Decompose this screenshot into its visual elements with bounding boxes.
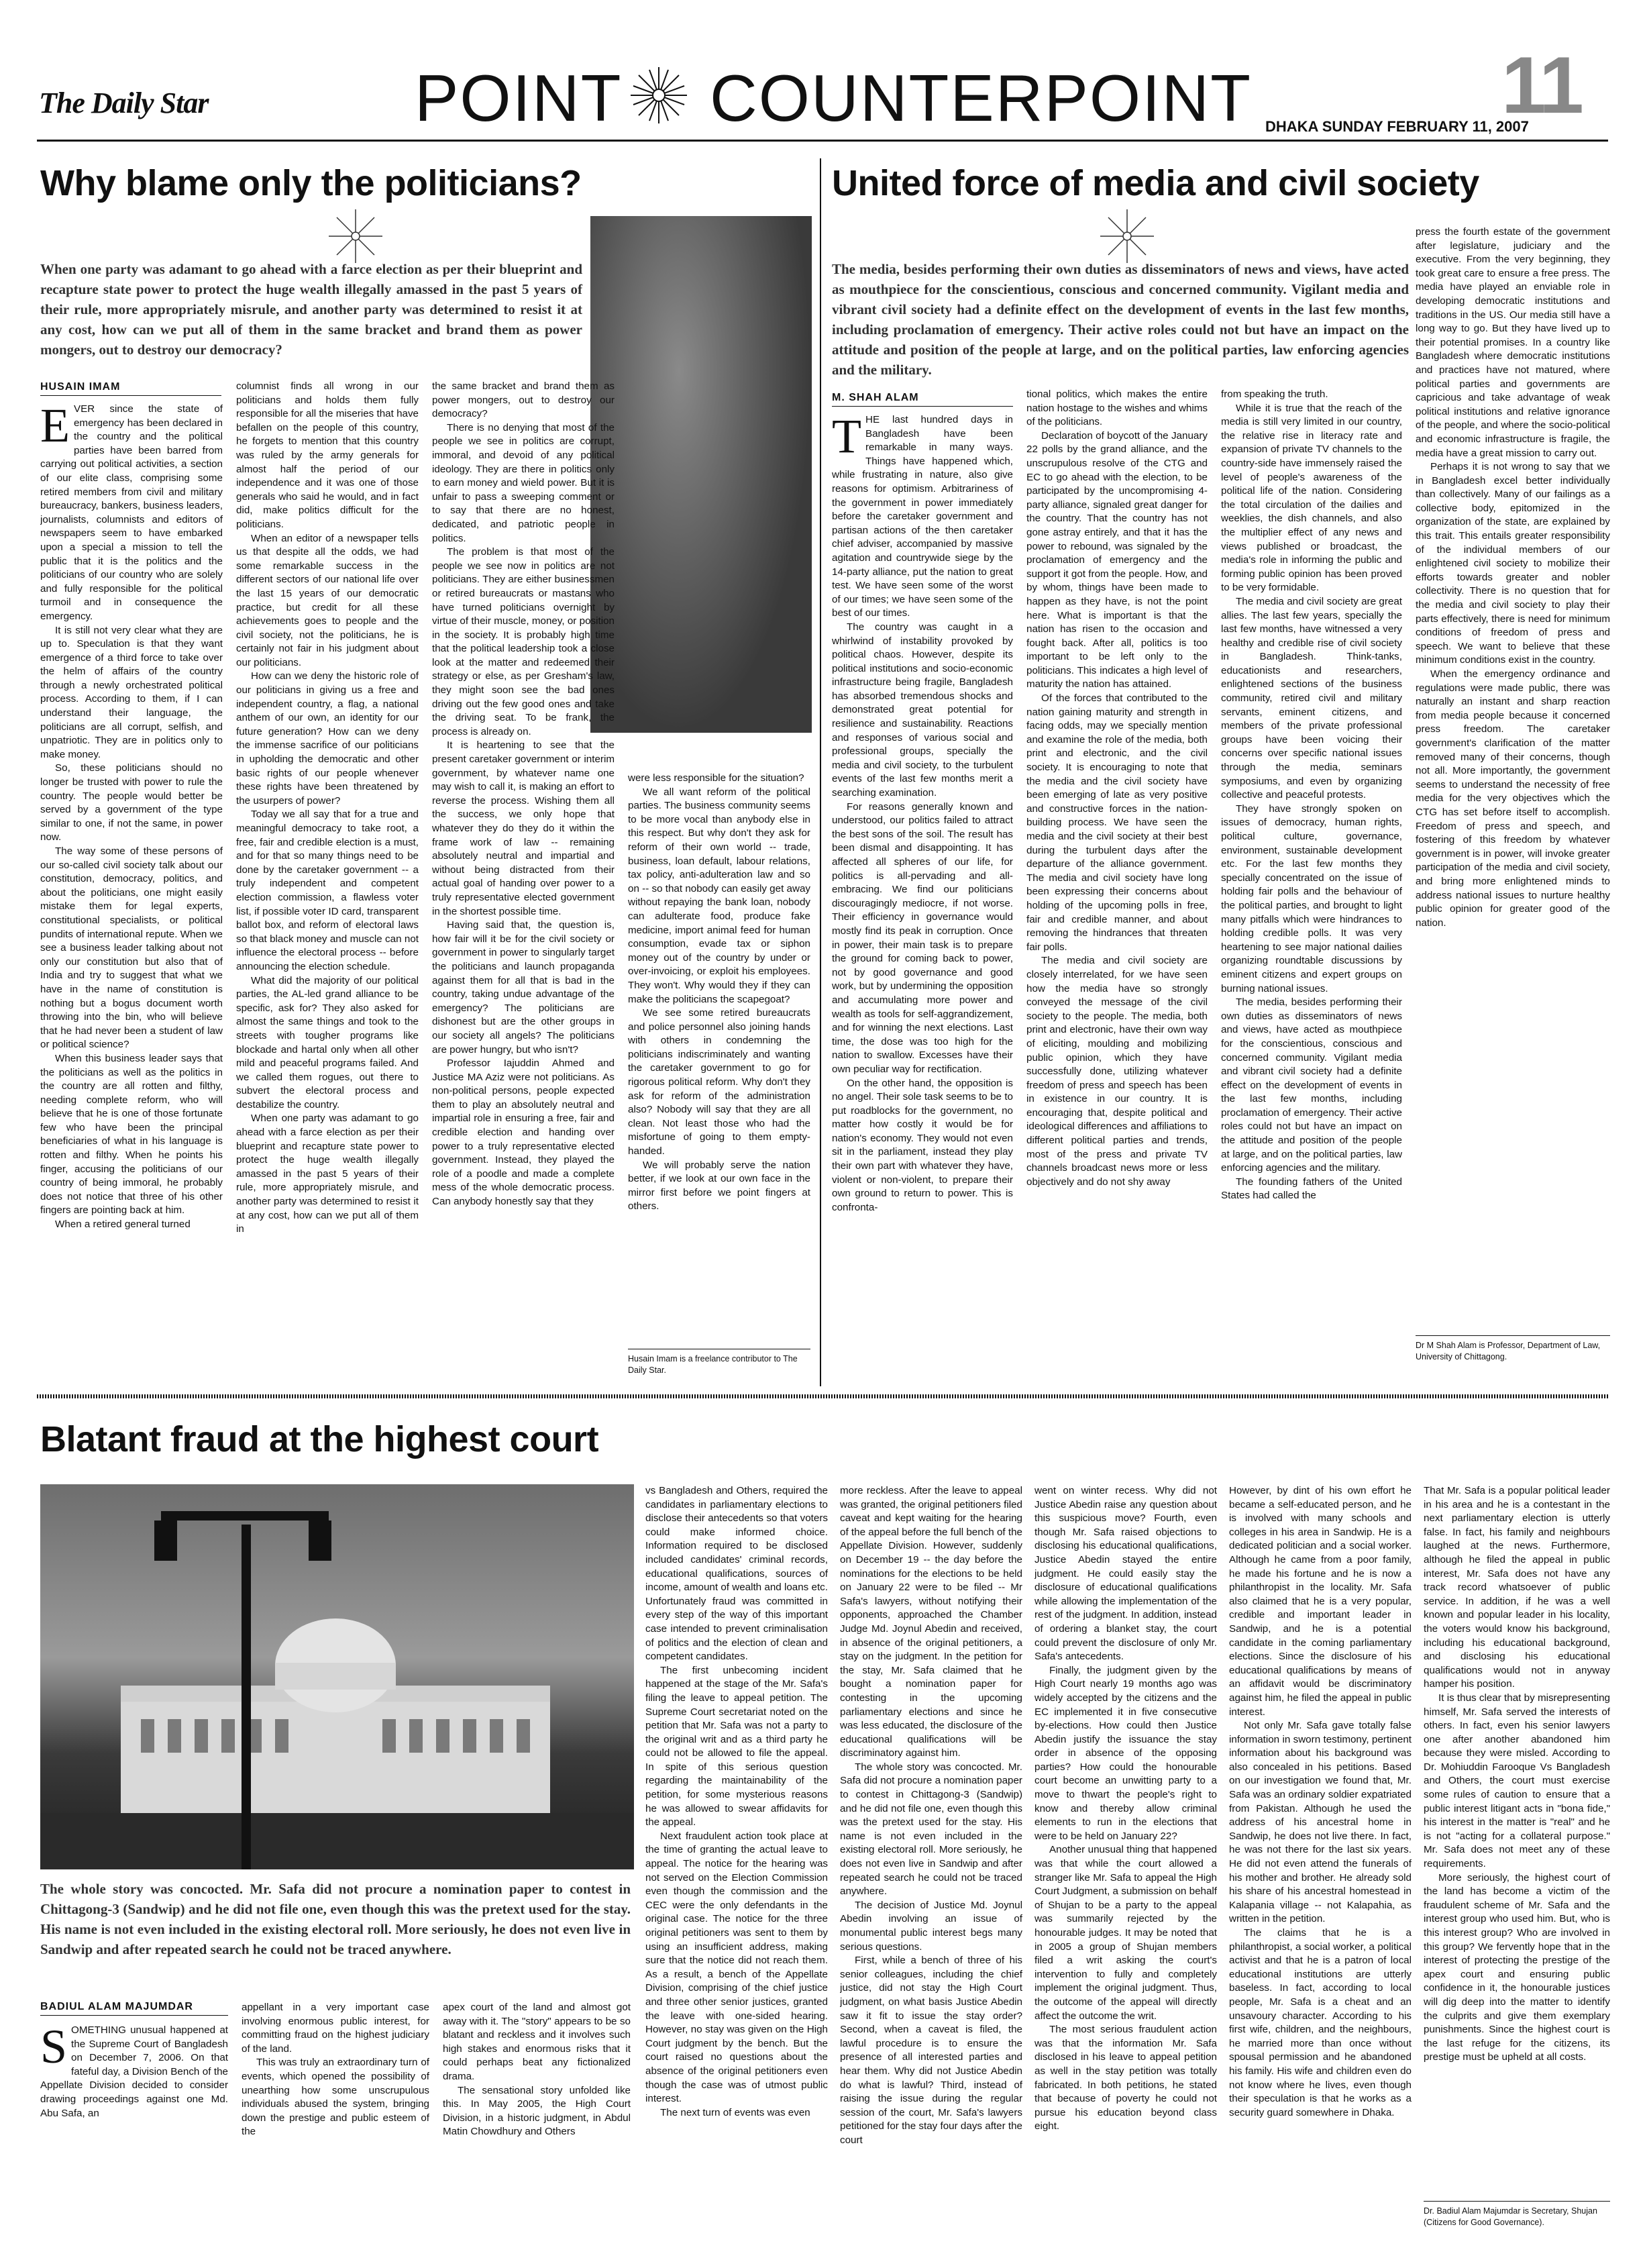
crowd-photo [590,216,812,733]
article2-column-4: press the fourth estate of the government after legislature, judiciary and the executive. From the very beginning, they took great care to ensure a free press. The media have played an enviable role in developing democratic institutions and traditions in the US. Our media still have a long way to go. But they have lived up to their potential promises. In a country like Bangladesh where democratic institutions and practices have not matured, where political parties and governments are capricious and take advantage of weak political institutions and relative ignorance of the people, and where the socio-political and economic infrastructure is fragile, the media have a great mission to carry out. Perhaps it is not wrong to say that we in Bangladesh excel better individually than collectively. Many of our failings as a collective body, epitomized in the organization of the state, are explained by this trait. This entails greater responsibility of the individual members of our enlightened civil society to mobilize their efforts towards greater and nobler collectivity. There is no question that for the media and civil society to play their parts effectively, there is need for minimum conditions of freedom of press and speech. We want to believe that these minimum conditions exist in the country. When the emergency ordinance and regulations were made public, there was naturally an instant and sharp reaction from media people because it concerned press freedom. The caretaker government's clarification of the matter removed many of their concerns, though not all. More importantly, the government seems to understand the necessity of free media for the very objectives which the CTG has set before itself to accomplish. Freedom of press and speech, and fostering of this freedom by whatever government is in power, will invoke greater participation of the media and civil society, and bring more enlightened minds to address national issues to nurture healthy public opinion for greater good of the nation. [1416,226,1610,929]
article3-headline: Blatant fraud at the highest court [40,1419,599,1459]
article3-column-1: vs Bangladesh and Others, required the candidates in parliamentary elections to disclose their antecedents so that voters could make informed choice. Information required to be disclosed included candidates' criminal records, educational qualifications, sources of income, amount of wealth and loans etc. Unfortunately fraud was committed in every step of the way of this important case intended to prevent criminalisation of politics and the election of clean and competent candidates. The first unbecoming incident happened at the stage of the Mr. Safa's filing the leave to appeal petition. The Supreme Court secretariat noted on the petition that Mr. Safa was not a party to the original writ and as a third party he could not be allowed to file the appeal. In spite of this serious question regarding the maintainability of the petition, for some mysterious reasons he was allowed to swear affidavits for the appeal. Next fraudulent action took place at the time of granting the actual leave to appeal. The notice for the hearing was not served on the Election Commission even though the commission and the CEC were the only defendants in the original case. The notice for the three original petitioners was sent to them by using an insufficient address, making sure that the notice did not reach them. As a result, a bench of the Appellate Division, comprising of the chief justice and three other senior justices, granted the leave with one-sided hearing. However, no stay was given on the High Court judgment by the bench. But the court raised no questions about the absence of the original petitioners even though the case was of utmost public interest. The next turn of events was even [645,1485,828,2118]
article1-column-2: columnist finds all wrong in our politicians and holds them fully responsible for all the miseries that have befallen on the people of this country, he forgets to mention that this country was ruled by the army generals for almost half the period of our independence and it was one of those generals who said he would, and in fact did, make politics difficult for the politicians. When an editor of a newspaper tells us that despite all the odds, we had some remarkable success in the different sectors of our national life over the last 15 years of our democratic practice, but credit for all these achievements goes to people and the civil society, not the politicians, he is certainly not fair in his judgment about our politicians. How can we deny the historic role of our politicians in giving us a free and independent country, a flag, a national anthem of our own, an identity for our future generation? How can we deny the immense sacrifice of our politicians in upholding the democratic and other basic rights of our people whenever these rights have been threatened by the usurpers of power? Today we all say that for a true and meaningful democracy to take root, a free, fair and credible election is a must, and for that so many things need to be done by the caretaker government -- a truly independent and competent election commission, a flawless voter list, if possible voter ID card, transparent ballot box, and reform of electoral laws so that black money and muscle can not influence the electoral process -- before announcing the election schedule. What did the majority of our political parties, the AL-led grand alliance to be specific, ask for? They also asked for almost the same things and took to the streets with tougher programs like blockade and hartal only when all other mild and peaceful programs failed. And we called them rogues, out there to subvert the electoral process and destabilize the country. When one party was adamant to go ahead with a farce election as per their blueprint and recapture state power to protect the huge wealth illegally amassed in the past 5 years of their rule, more appropriately misrule, and another party was determined to resist it at any cost, how can we put all of them in [236,380,419,1235]
article1-column-3: the same bracket and brand them as power mongers, out to destroy our democracy? There is no denying that most of the people we see in politics are corrupt, immoral, and devoid of any political ideology. They are there in politics only to earn money and wield power. But it is unfair to pass a sweeping comment or to say that there are no honest, dedicated, and patriotic people in politics. The problem is that most of the people we see now in politics are not politicians. They are either businessmen or retired bureaucrats or mastans who have turned politicians overnight by virtue of their muscle, money, or position in the society. It is probably high time that the political leadership took a close look at the matter and redeemed their strategy or else, as per Gresham's law, they might soon see the bad ones driving out the few good ones and take the driving seat. To be frank, the process is already on. It is heartening to see that the present caretaker government or interim government, by whatever name one may wish to call it, is making an effort to reverse the process. Wishing them all the success, we only hope that whatever they do they do it within the frame work of law -- remaining absolutely neutral and impartial and without being distracted from their actual goal of handing over power to a truly representative elected government in the shortest possible time. Having said that, the question is, how fair will it be for the civil society or government in power to singularly target the politicians and launch propaganda against them for all that is bad in the country, taking undue advantage of the emergency? The politicians are dishonest but are the other groups in our society all angels? The politicians are power hungry, but who isn't? Professor Iajuddin Ahmed and Justice MA Aziz were not politicians. As non-political persons, people expected them to play an absolutely neutral and impartial role in ensuring a free, fair and credible election and handing over power to a truly representative elected government. Instead, they played the role of a poodle and made a complete mess of the whole democratic process. Can anybody honestly say that they [432,380,615,1208]
starburst-icon [629,66,688,125]
masthead-rule [37,140,1608,142]
starburst-icon [1100,209,1154,263]
article3-column-4: However, by dint of his own effort he became a self-educated person, and he is involved with many schools and colleges in his area in Sandwip. He is a dedicated politician and a social worker. Although he came from a poor family, he made his fortune and he is now a philanthropist in the locality. Mr. Safa also claimed that he is a very popular, credible and important leader in Sandwip, and he is a potential candidate in the coming parliamentary elections. Since the disclosure of his educational qualifications by means of an affidavit would be discriminatory against him, he filed the appeal in public interest. Not only Mr. Safa gave totally false information in sworn testimony, pertinent information about his background was also concealed in his petitions. Based on our investigation we found that, Mr. Safa was an ordinary soldier expatriated from Pakistan. Although he used the address of his ancestral home in Sandwip, he does not live there. In fact, he was not there for the last six years. He did not even attend the funerals of his mother and brother. He already sold his share of his ancestral homestead in Kalapania village -- not Kalapahia, as written in the petition. The claims that he is a philanthropist, a social worker, a political activist and that he is a patron of local educational institutions are utterly baseless. In fact, according to local people, Mr. Safa is a cheat and an unsavoury character. According to his first wife, children, and the neighbours, he married more than once without spousal permission and he abandoned his family. His wife and children even do not know where he lives, even though their speculation is that he works as a security guard somewhere in Dhaka. [1229,1485,1412,2118]
dropcap: S [40,2024,68,2073]
article3-byline: BADIUL ALAM MAJUMDAR [40,2001,228,2016]
starburst-icon [329,209,382,263]
article3-bottom-column-1: SOMETHING unusual happened at the Supreme Court of Bangladesh on December 7, 2006. On that fateful day, a Division Bench of the Appellate Division decided to consider drawing proceedings against one Md. Abu Safa, an [40,2024,228,2119]
article1-column-1: EVER since the state of emergency has been declared in the country and the political parties have been barred from carrying out political activities, a section of our elite class, comprising some retired members from civil and military bureaucracy, bankers, business leaders, journalists, columnists and editors of newspapers seem to have embarked upon a special a mission to tell the public that it is the politics and the politicians of our country who are solely and fully responsible for the political turmoil and in consequence the emergency. It is still not very clear what they are up to. Speculation is that they want emergence of a third force to take over the helm of affairs of the country through a newly orchestrated political process. According to them, if I can understand their language, the politicians are all corrupt, selfish, and unpatriotic. They are in politics only to make money. So, these politicians should no longer be trusted with power to rule the country. The people would better be served by a government of the type similar to one, if not the same, in power now. The way some of these persons of our so-called civil society talk about our constitution, democracy, politics, and about the politicians, one might easily mistake them for legal experts, constitutional specialists, or political pundits of international repute. When we see a business leader talking about not only our constitution but also that of India and try to suggest that what we have in the name of constitution is nothing but a bogus document worth throwing into the bin, who will believe that he had never been a student of law or political science? When this business leader says that the politicians as well as the politics in the country are all rotten and filthy, needing complete reform, who will believe that he is one of those fortunate few who have been the principal beneficiaries of what in his language is rotten and filthy. When he points his finger, accusing the politicians of our country of being immoral, he probably does not notice that three of his other fingers are pointing back at him. When a retired general turned [40,403,223,1231]
article1-byline: HUSAIN IMAM [40,381,221,396]
article2-headline: United force of media and civil society [832,163,1479,203]
dropcap: E [40,403,70,452]
section-title-point: POINT [415,61,623,135]
article3-bottom-column-3: apex court of the land and almost got away with it. The "story" appears to be so blatant and reckless and it involves such high stakes and enormous risks that it could perhaps beat any fictionalized drama. The sensational story unfolded like this. In May 2005, the High Court Division, in a historic judgment, in Abdul Matin Chowdhury and Others [443,2002,631,2138]
paper-logo: The Daily Star [39,87,209,119]
article2-standfirst: The media, besides performing their own duties as disseminators of news and views, have acted as mouthpiece for the conscientious, conscious and concerned community. Vigilant media and vibrant civil society had a definite effect on the development of events in the last few months, including proclamation of emergency. Their active roles could not but have an impact on the attitude and position of the people at large, and on the political parties, law enforcing agencies and the military. [832,261,1409,378]
dateline: DHAKA SUNDAY FEBRUARY 11, 2007 [1265,118,1529,135]
article1-standfirst: When one party was adamant to go ahead with a farce election as per their blueprint and recapture state power to protect the huge wealth illegally amassed in the past 5 years of their rule, more appropriately misrule, and another party was determined to resist it at any cost, how can we put all of them in the same bracket and brand them as power mongers, out to destroy our democracy? [40,261,582,358]
article3-column-2: more reckless. After the leave to appeal was granted, the original petitioners filed caveat and kept waiting for the hearing of the appeal before the full bench of the Appellate Division. However, suddenly on December 19 -- the day before the nominations for the elections to be held on January 22 were to be filed -- Mr Safa's lawyers, without notifying their opponents, approached the Chamber Judge Md. Joynul Abedin and received, in absence of the original petitioners, a stay on the judgment. In the petition for the stay, Mr. Safa claimed that he bought a nomination paper for contesting in the upcoming parliamentary elections and since he was less educated, the disclosure of the educational qualifications will be discriminatory against him. The whole story was concocted. Mr. Safa did not procure a nomination paper to contest in Chittagong-3 (Sandwip) and he did not file one, even though this was the pretext used for the stay. His name is not even included in the existing electoral roll. More seriously, he does not even live in Sandwip and after repeated search he could not be traced anywhere. The decision of Justice Md. Joynul Abedin involving an issue of monumental public interest begs many serious questions. First, while a bench of three of his senior colleagues, including the chief justice, did not stay the High Court judgment, on what basis Justice Abedin saw it fit to issue the stay order? Second, when a caveat is filed, the lawful procedure is to ensure the presence of all interested parties and hear them. Why did not Justice Abedin do what is lawful? Third, instead of raising the issue during the regular session of the court, Mr. Safa's lawyers petitioned for the stay four days after the court [840,1485,1022,2146]
article2-column-1: THE last hundred days in Bangladesh have been remarkable in many ways. Things have happened which, while frustrating in nature, also give reasons for optimism. Arbitrariness of the government in power immediately before the caretaker government and partisan actions of the then caretaker chief adviser, accompanied by massive agitation and countrywide siege by the 14-party alliance, put the nation to great test. We have seen some of the worst of our times; we have seen some of the best of our times. The country was caught in a whirlwind of instability provoked by political chaos. However, despite its political institutions and socio-economic infrastructure being fragile, Bangladesh has absorbed tremendous shocks and demonstrated great potential for resilience and sustainability. Reactions and responses of various social and professional groups, specially the media and civil society, to the turbulent events of the last few months merit a searching examination. For reasons generally known and understood, our politics failed to attract the best sons of the soil. The result has been dismal and disappointing. It has affected all spheres of our life, for politics is all-pervading and all-embracing. We find our politicians discouragingly mediocre, if not worse. Their efficiency in governance would mostly find its peak in corruption. Once in power, their main task is to prepare the ground for coming back to power, not by good governance and good work, but by undermining the opposition and accumulating more power and wealth as tools for self-aggrandizement, and for winning the next elections. Last time, the dose was too high for the nation to swallow. Excesses have their own peculiar way for rectification. On the other hand, the opposition is no angel. Their sole task seems to be to put roadblocks for the government, no matter how costly it would be for nation's economy. They would not even sit in the parliament, instead they play their own part with whatever they have, violent or non-violent, to prepare their own ground to return to power. This is confronta- [832,413,1013,1213]
court-building-icon [40,1484,634,1869]
article3-column-5: That Mr. Safa is a popular political leader in his area and he is a contestant in the next parliamentary election is utterly false. In fact, his family and neighbours laughed at the news. Furthermore, although he filed the appeal in public interest, Mr. Safa does not have any track record whatsoever of public service. In addition, if he was a well known and popular leader in his locality, the voters would know his background, including his educational background, and disclosing his educational qualifications would not in anyway hamper his position. It is thus clear that by misrepresenting himself, Mr. Safa served the interests of others. In fact, even his senior lawyers one after another abandoned him because they were misled. According to Dr. Mohiuddin Farooque Vs Bangladesh and Others, the court must exercise some rules of caution to ensure that a public interest litigant acts in "bona fide," his interest in the matter is "real" and he is not "acting for a collateral purpose." Mr. Safa does not meet any of these requirements. More seriously, the highest court of the land has become a victim of the fraudulent scheme of Mr. Safa and the interest group who used him. But, who is this interest group? Who are involved in this group? We fervently hope that in the interest of protecting the prestige of the apex court and ensuring public confidence in it, the honourable justices will dig deep into the matter to identify the culprits and give them exemplary punishments. Since the highest court is the last refuge for the citizens, its prestige must be upheld at all costs. [1424,1485,1610,2063]
column-divider [820,158,821,1386]
section-title-counterpoint: COUNTERPOINT [710,61,1252,135]
article3-standfirst: The whole story was concocted. Mr. Safa did not procure a nomination paper to contest in Chittagong-3 (Sandwip) and he did not file one, even though this was the pretext used for the stay. His name is not even included in the existing electoral roll. More seriously, he does not even live in Sandwip and after repeated search he could not be traced anywhere. [40,1881,631,1957]
article1-headline: Why blame only the politicians? [40,163,582,203]
dropcap: T [832,413,861,463]
article3-bottom-column-2: appellant in a very important case involving enormous public interest, for committing fraud on the highest judiciary of the land. This was truly an extraordinary turn of events, which opened the possibility of unearthing how some unscrupulous individuals abused the system, bringing down the prestige and public esteem of the [242,2002,429,2138]
page-number: 11 [1501,40,1581,130]
article3-credit: Dr. Badiul Alam Majumdar is Secretary, Shujan (Citizens for Good Governance). [1424,2201,1610,2228]
article2-column-2: tional politics, which makes the entire nation hostage to the wishes and whims of the politicians. Declaration of boycott of the January 22 polls by the grand alliance, and the unscrupulous resolve of the CTG and EC to go ahead with the election, to be participated by the uncompromising 4-party alliance, signaled great danger for the country. That the country has not gone astray entirely, and that it has the power to rebound, was signaled by the proclamation of emergency and the support it got from the people. How, and by whom, things have been made to happen as they have, is not the point here. What is important is that the nation has risen to the occasion and fought back. After all, politics is too important to be left only to the politicians. This indicates a high level of maturity the nation has attained. Of the forces that contributed to the nation gaining maturity and strength in facing odds, may we specially mention and examine the role of the media, both print and electronic, and the civil society. It is encouraging to note that the media and the civil society have been emerging of late as very positive and constructive forces in the nation-building process. We have seen the media and the civil society at their best during the turbulent days after the departure of the alliance government. The media and civil society have long been expressing their concerns about holding of the upcoming polls in free, fair and credible manner, and about removing the hindrances that threaten fair polls. The media and civil society are closely interrelated, for we have seen how the media have so strongly conveyed the message of the civil society to the people. The media, both print and electronic, have their own way of eliciting, moulding and mobilizing public opinion, which they have successfully done, utilizing whatever freedom of press and speech has been in existence in our country. It is encouraging that, despite political and ideological differences and affiliations to different political parties and trends, most of the press and private TV channels broadcast news more or less objectively and do not shy away [1026,389,1208,1188]
section-divider [37,1394,1608,1398]
article2-byline: M. SHAH ALAM [832,392,1013,407]
supreme-court-photo [40,1484,634,1869]
article1-credit: Husain Imam is a freelance contributor to The Daily Star. [628,1349,810,1376]
article2-column-3: from speaking the truth. While it is true that the reach of the media is still very limited in our country, the relative rise in literacy rate and expansion of private TV channels to the country-side have immensely raised the level of people's awareness of the political life of the nation. Considering the total circulation of the dailies and weeklies, the dish channels, and also the multiplier effect of any news and views published or broadcast, the media's role in informing the public and forming public opinion has been proved to be very formidable. The media and civil society are great allies. The last few years, specially the last few months, have witnessed a very healthy and credible rise of civil society in Bangladesh. Think-tanks, educationists and researchers, enlightened sections of the business community, retired civil and military servants, eminent citizens, and members of the private professional groups have been voicing their concerns over specific national issues through the media, seminars symposiums, and even by organizing collective and peaceful protests. They have strongly spoken on issues of democracy, human rights, political culture, governance, environment, sustainable development etc. For the last few months they specially concentrated on the issue of holding fair polls and the behaviour of the political parties, and brought to light many pitfalls which were hindrances to holding credible polls. It was very heartening to see major national dailies organizing roundtable discussions by eminent citizens and expert groups on burning national issues. The media, besides performing their own duties as disseminators of news and views, have acted as mouthpiece for the conscientious, conscious and concerned community. Vigilant media and vibrant civil society had a definite effect on the development of events in the last few months, including proclamation of emergency. Their active roles could not but have an impact on the attitude and position of the people at large, and on the political parties, law enforcing agencies and the military. The founding fathers of the United States had called the [1221,389,1402,1202]
article2-credit: Dr M Shah Alam is Professor, Department of Law, University of Chittagong. [1416,1335,1610,1363]
article1-column-4: were less responsible for the situation? We all want reform of the political parties. The business community seems to be more vocal than anybody else in this respect. But why don't they ask for reform of their own world -- trade, business, loan default, labour relations, tax policy, anti-adulteration law and so on -- so that nobody can easily get away without repaying the bank loan, nobody can adulterate food, produce fake medicine, import animal feed for human consumption, evade tax or siphon money out of the country by under or over-invoicing, or exploit his employees. They won't. Why would they if they can make the politicians the scapegoat? We see some retired bureaucrats and police personnel also joining hands with others in condemning the politicians indiscriminately and wanting the caretaker government to go for rigorous political reform. Why don't they ask for reform of the administration also? Nobody will say that they are all clean. Not least those who had the misfortune of going to them empty-handed. We will probably serve the nation better, if we look at our own face in the mirror first before we point fingers at others. [628,772,810,1213]
article3-column-3: went on winter recess. Why did not Justice Abedin raise any question about this suspicious move? Fourth, even though Mr. Safa raised objections to disclosing his educational qualifications, Justice Abedin stayed the entire judgment. He could easily stay the disclosure of educational qualifications while allowing the implementation of the rest of the judgment. In addition, instead of ordering a blanket stay, the court could prevent the disclosure of only Mr. Safa's antecedents. Finally, the judgment given by the High Court nearly 19 months ago was widely accepted by the citizens and the EC implemented it in five consecutive by-elections. How could then Justice Abedin justify the issuance the stay order in absence of the opposing parties? How could the honourable court become an unwitting party to a move to thwart the people's right to know and thereby allow criminal elements to run in the elections that were to be held on January 22? Another unusual thing that happened was that while the court allowed a stranger like Mr. Safa to appeal the High Court Judgment, a submission on behalf of Shujan to be a party to the appeal was summarily rejected by the honourable judges. It may be noted that in 2005 a group of Shujan members filed a writ asking the court's intervention to fully and completely implement the original judgment. Thus, the outcome of the appeal will directly affect the outcome the writ. The most serious fraudulent action was that the information Mr. Safa disclosed in his leave to appeal petition as well in the stay petition was totally fabricated. In both petitions, he stated that because of poverty he could not pursue his education beyond class eight. [1034,1485,1217,2132]
